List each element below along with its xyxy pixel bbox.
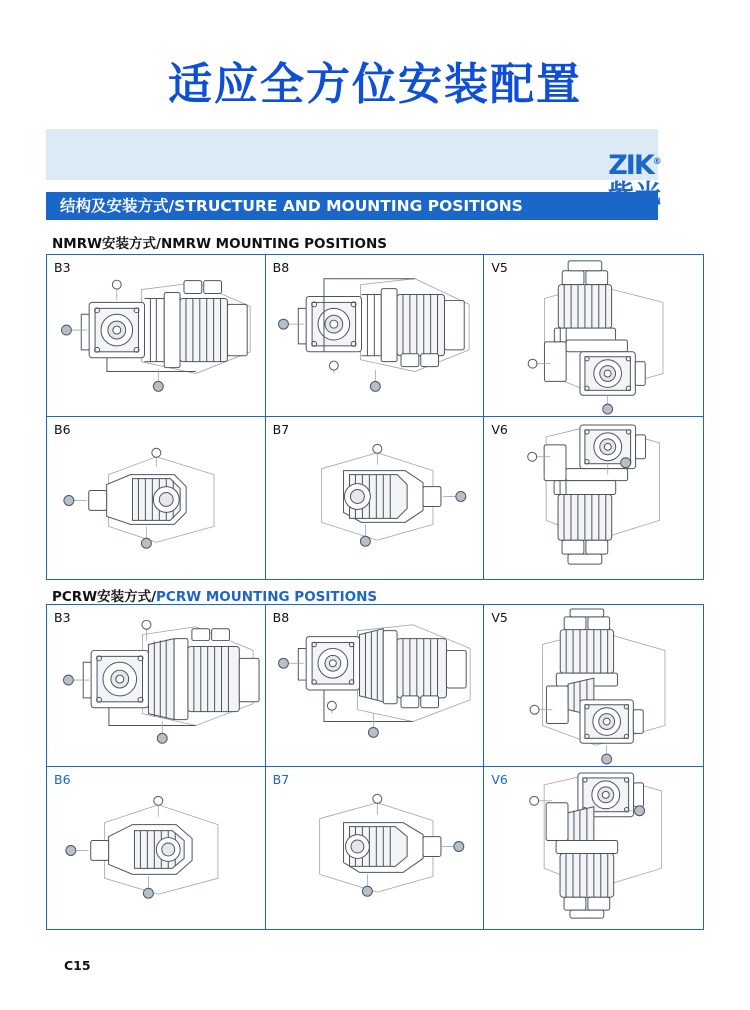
cell-label: B6 (54, 772, 71, 787)
group-caption-nmrw-cn: NMRW安装方式/ (52, 236, 161, 252)
page-title: 适应全方位安装配置 (168, 59, 582, 110)
section-bar-label-cn: 结构及安装方式/ (60, 197, 175, 215)
cell-label: V6 (491, 422, 508, 437)
logo-mark-text: ZIK (608, 150, 653, 181)
mounting-cell-nmrw-b8 (266, 255, 485, 417)
cell-label: B8 (272, 260, 290, 275)
brand-logo (575, 148, 695, 214)
mounting-cell-nmrw-b6 (47, 417, 266, 579)
diagram-v5-motor-vertical (484, 255, 703, 416)
cell-label: B7 (272, 422, 290, 437)
group-caption-pcrw-en: PCRW MOUNTING POSITIONS (156, 589, 378, 605)
diagram-b3-motor-side (47, 605, 265, 766)
mounting-cell-nmrw-b3 (47, 255, 266, 417)
mounting-cell-nmrw-v6 (484, 417, 703, 579)
mounting-cell-pcrw-b8 (266, 605, 485, 767)
registered-icon: ® (652, 157, 662, 167)
mounting-cell-pcrw-b6 (47, 767, 266, 929)
group-caption-pcrw-cn: PCRW安装方式/ (52, 589, 157, 605)
cell-label: B7 (272, 772, 290, 787)
diagram-b8-motor-side (266, 605, 484, 766)
cell-label: B8 (272, 610, 290, 625)
diagram-v6-motor-vertical (484, 767, 703, 929)
logo-mark (575, 148, 695, 180)
header-band (46, 129, 658, 180)
mounting-grid-nmrw (46, 254, 704, 580)
mounting-cell-pcrw-b7 (266, 767, 485, 929)
diagram-b3-motor-side (47, 255, 265, 416)
section-bar-label-en: STRUCTURE AND MOUNTING POSITIONS (174, 197, 523, 215)
mounting-cell-pcrw-b3 (47, 605, 266, 767)
footer-page-code: C15 (64, 958, 91, 973)
mounting-cell-pcrw-v6 (484, 767, 703, 929)
mounting-cell-nmrw-v5 (484, 255, 703, 417)
mounting-cell-pcrw-v5 (484, 605, 703, 767)
cell-label: V5 (491, 260, 508, 275)
diagram-b6-flat (47, 417, 265, 579)
cell-label: B3 (54, 260, 71, 275)
mounting-cell-nmrw-b7 (266, 417, 485, 579)
group-caption-nmrw-en: NMRW MOUNTING POSITIONS (160, 236, 387, 252)
cell-label: V6 (491, 772, 508, 787)
diagram-b8-motor-side (266, 255, 484, 416)
diagram-b7-flat (266, 767, 484, 929)
diagram-b6-flat (47, 767, 265, 929)
cell-label: B3 (54, 610, 71, 625)
mounting-grid-pcrw (46, 604, 704, 930)
cell-label: B6 (54, 422, 71, 437)
diagram-v6-motor-vertical (484, 417, 703, 579)
section-bar (46, 192, 658, 220)
diagram-v5-motor-vertical (484, 605, 703, 766)
header-band-gap (46, 180, 658, 186)
diagram-b7-flat (266, 417, 484, 579)
logo-name-cn: 紫光 (607, 180, 662, 210)
group-caption-nmrw (52, 232, 387, 252)
group-caption-pcrw (52, 585, 377, 605)
cell-label: V5 (491, 610, 508, 625)
